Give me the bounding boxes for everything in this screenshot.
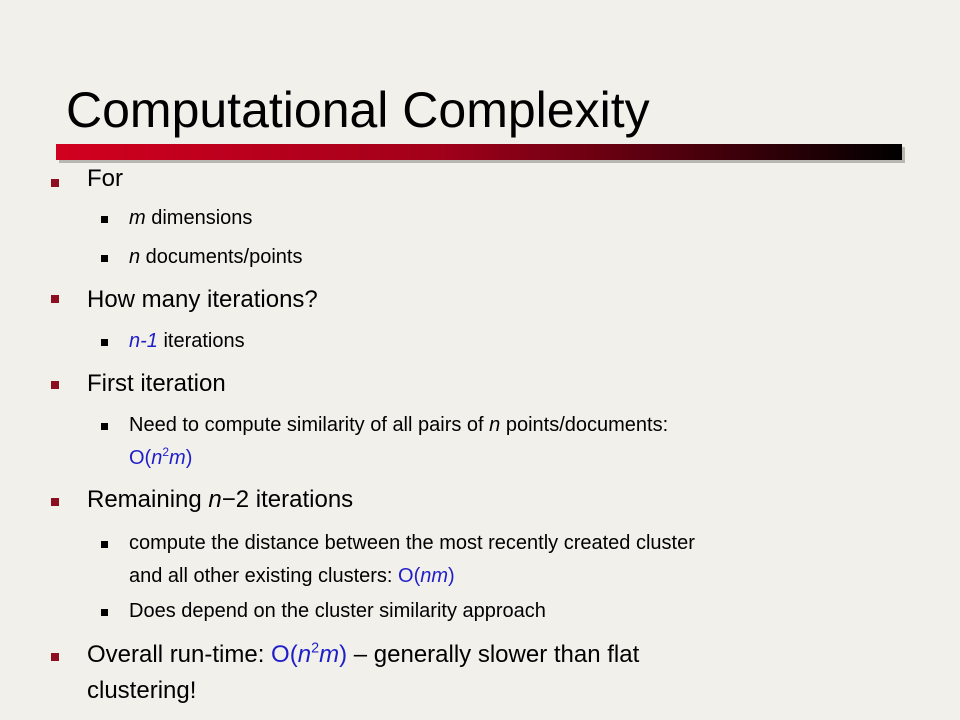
bullet-remaining-iterations: Remaining n−2 iterations bbox=[87, 486, 354, 513]
bullet-icon bbox=[51, 498, 59, 506]
title-underline-bar bbox=[56, 144, 902, 160]
bullet-for: For bbox=[87, 165, 123, 192]
bullet-icon bbox=[51, 179, 59, 187]
bullet-first-iteration: First iteration bbox=[87, 370, 226, 397]
sub-bullet-m-dimensions: m dimensions bbox=[129, 207, 253, 229]
bullet-icon bbox=[51, 295, 59, 303]
bullet-overall-runtime-cont: clustering! bbox=[87, 677, 197, 704]
sub-bullet-icon bbox=[101, 609, 108, 616]
sub-bullet-icon bbox=[101, 216, 108, 223]
sub-bullet-compute-distance-cont: and all other existing clusters: O(nm) bbox=[129, 565, 455, 587]
sub-bullet-icon bbox=[101, 423, 108, 430]
bullet-overall-runtime: Overall run-time: $O(n^2m)$ – generally slower than flat bbox=[87, 640, 640, 668]
sub-bullet-n-documents: n documents/points bbox=[129, 246, 303, 268]
slide-title: Computational Complexity bbox=[66, 82, 650, 138]
sub-bullet-compute-similarity: Need to compute similarity of all pairs of n points/documents: bbox=[129, 414, 669, 436]
complexity-first-iteration: $O(n^2m)$ bbox=[129, 445, 193, 469]
sub-bullet-n-1-iterations: n-1 iterations bbox=[129, 330, 245, 352]
bullet-icon bbox=[51, 653, 59, 661]
bullet-icon bbox=[51, 381, 59, 389]
sub-bullet-icon bbox=[101, 339, 108, 346]
sub-bullet-depend-approach: Does depend on the cluster similarity approach bbox=[129, 600, 546, 622]
sub-bullet-icon bbox=[101, 255, 108, 262]
sub-bullet-icon bbox=[101, 541, 108, 548]
bullet-how-many-iterations: How many iterations? bbox=[87, 286, 318, 313]
sub-bullet-compute-distance: compute the distance between the most recently created cluster bbox=[129, 532, 695, 554]
